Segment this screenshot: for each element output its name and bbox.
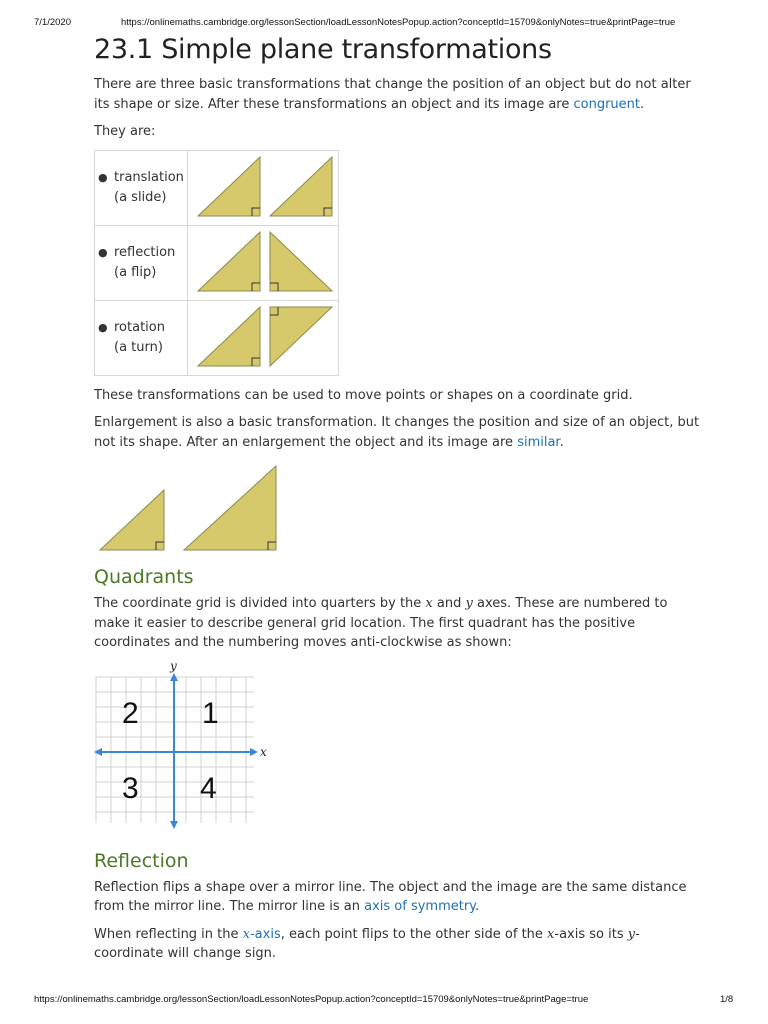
page-number: 1/8 xyxy=(720,994,734,1005)
table-row: ● reflection (a flip) xyxy=(95,225,339,300)
page-title: 23.1 Simple plane transformations xyxy=(94,34,552,65)
reflection-figure xyxy=(188,226,338,296)
similar-link[interactable]: similar xyxy=(517,434,560,450)
congruent-link[interactable]: congruent xyxy=(573,96,640,112)
transformation-alt: (a flip) xyxy=(114,264,157,280)
grid-sentence: These transformations can be used to move points or shapes on a coordinate grid. xyxy=(94,387,633,403)
table-row: ● rotation (a turn) xyxy=(95,300,339,375)
table-row: ● translation (a slide) xyxy=(95,150,339,225)
transformation-name: reflection xyxy=(114,245,176,260)
quadrant-3-label: 3 xyxy=(122,771,139,805)
print-url: https://onlinemaths.cambridge.org/lessonSection/loadLessonNotesPopup.action?conceptId=15709&onlyNotes=true&printPage=true xyxy=(121,17,676,28)
they-are-label: They are: xyxy=(94,124,156,139)
enlargement-paragraph: Enlargement is also a basic transformation. It changes the position and size of an object, but not its shape. After an enlargement the object and its image are similar. xyxy=(94,415,700,450)
reflection-paragraph-2: When reflecting in the x-axis, each point flips to the other side of the x-axis so its y-coordinate will change sign. xyxy=(94,926,640,961)
quadrants-paragraph: The coordinate grid is divided into quarters by the x and y axes. These are numbered to make it easier to describe general grid location. The first quadrant has the positive coordinates and the numbering moves anti-clockwise as shown: xyxy=(94,596,668,650)
quadrant-2-label: 2 xyxy=(122,696,139,730)
reflection-heading: Reflection xyxy=(94,849,189,872)
transformations-table xyxy=(94,150,339,376)
rotation-figure xyxy=(188,301,338,371)
axis-label-y: y xyxy=(170,660,177,673)
transformation-alt: (a turn) xyxy=(114,339,163,355)
x-axis-link[interactable]: x-axis xyxy=(242,926,281,942)
quadrant-1-label: 1 xyxy=(202,696,219,730)
footer-url: https://onlinemaths.cambridge.org/lessonSection/loadLessonNotesPopup.action?conceptId=15709&onlyNotes=true&printPage=true xyxy=(34,994,589,1005)
translation-figure xyxy=(188,151,338,221)
transformation-name: rotation xyxy=(114,320,165,335)
axis-label-x: x xyxy=(260,744,267,759)
transformation-alt: (a slide) xyxy=(114,189,167,205)
quadrant-grid xyxy=(94,661,294,836)
intro-paragraph: There are three basic transformations that change the position of an object but do not alter its shape or size. After these transformations an object and its image are congruent. xyxy=(94,77,691,112)
quadrant-4-label: 4 xyxy=(200,771,217,805)
reflection-paragraph-1: Reflection flips a shape over a mirror line. The object and the image are the same distance from the mirror line. The mirror line is an axis of symmetry. xyxy=(94,879,687,914)
print-date: 7/1/2020 xyxy=(34,17,71,28)
lesson-content xyxy=(94,30,704,972)
enlargement-figure xyxy=(98,464,288,554)
transformation-name: translation xyxy=(114,170,184,185)
quadrants-heading: Quadrants xyxy=(94,566,194,588)
axis-of-symmetry-link[interactable]: axis of symmetry xyxy=(364,899,476,914)
